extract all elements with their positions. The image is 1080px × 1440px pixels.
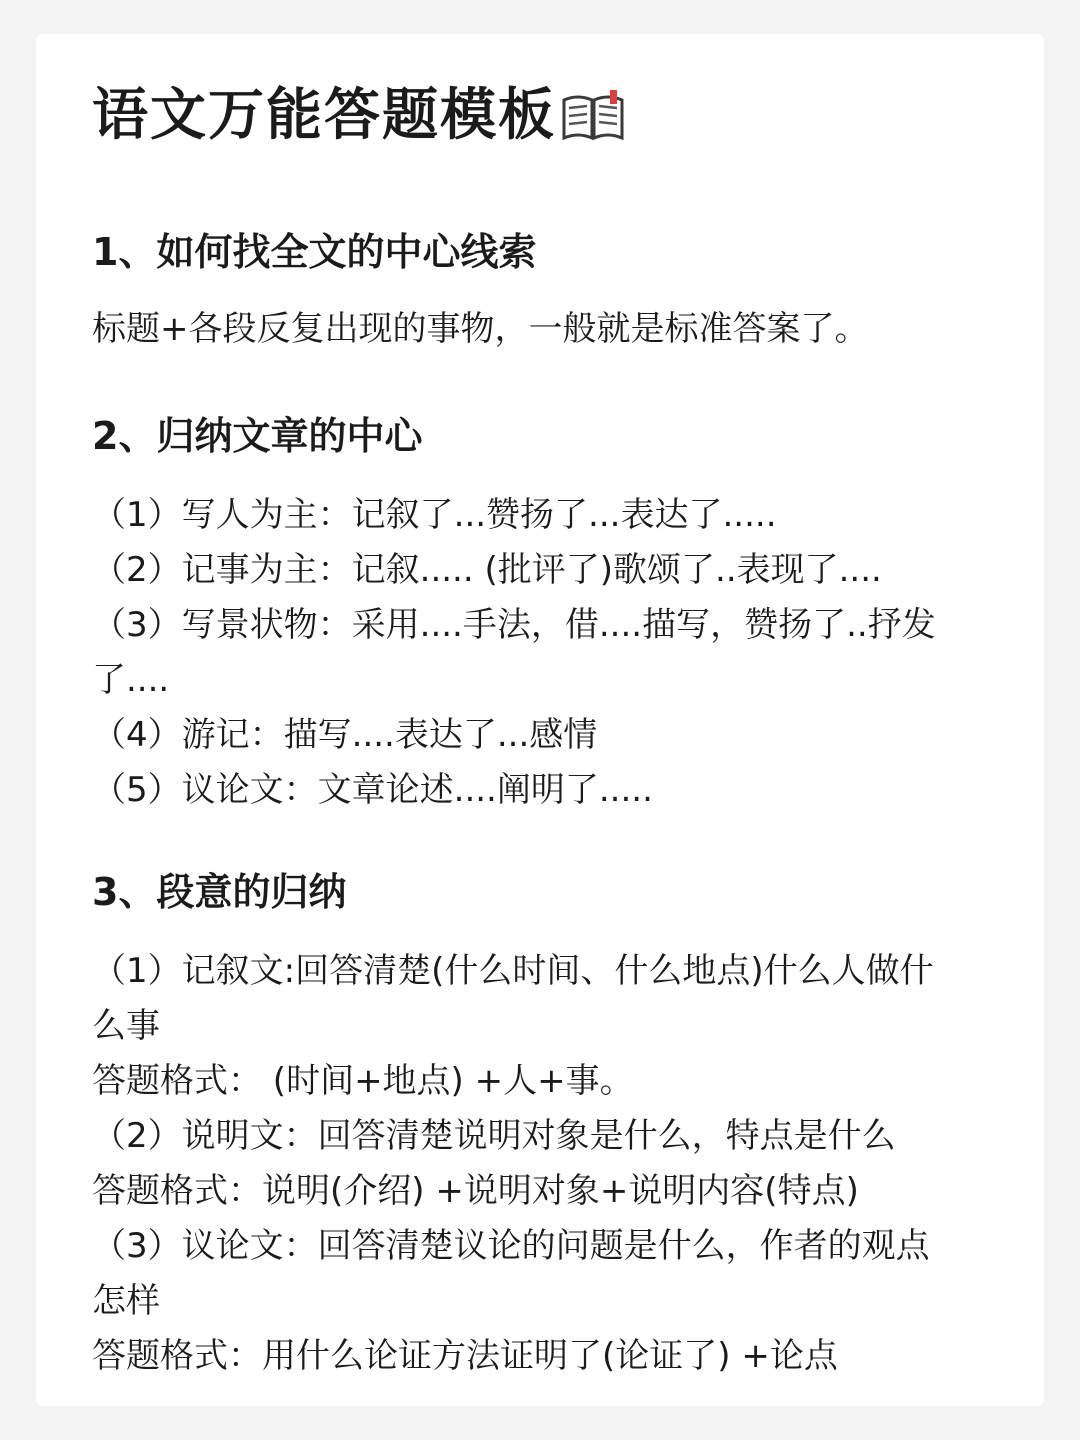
section-line: （2）说明文：回答清楚说明对象是什么，特点是什么 [92,1116,896,1156]
section-2 [92,410,1022,818]
section-line: （1）记叙文:回答清楚(什么时间、什么地点)什么人做什 [92,951,934,991]
section-line: （5）议论文：文章论述....阐明了..... [92,770,653,810]
section-line: 么事 [92,1006,160,1046]
section-3 [92,866,1022,1384]
section-line: 答题格式：用什么论证方法证明了(论证了) +论点 [92,1336,838,1376]
section-1 [92,226,1022,357]
open-book-icon [560,88,626,144]
page-title: 语文万能答题模板 [92,83,556,148]
section-line: 怎样 [92,1281,160,1321]
section-heading: 1、如何找全文的中心线索 [92,230,537,274]
section-line: 标题+各段反复出现的事物，一般就是标准答案了。 [92,309,869,349]
section-line: （4）游记：描写....表达了...感情 [92,715,598,755]
section-line: （3）写景状物：采用....手法，借....描写，赞扬了..抒发 [92,605,936,645]
section-heading: 2、归纳文章的中心 [92,414,423,458]
section-line: 答题格式： (时间+地点) +人+事。 [92,1061,634,1101]
title-row [92,78,626,154]
section-line: 答题格式：说明(介绍) +说明对象+说明内容(特点) [92,1171,859,1211]
section-line: （3）议论文：回答清楚议论的问题是什么，作者的观点 [92,1226,930,1266]
section-line: （1）写人为主：记叙了...赞扬了...表达了..... [92,495,777,535]
section-line: 了.... [92,660,170,700]
section-heading: 3、段意的归纳 [92,870,347,914]
section-line: （2）记事为主：记叙..... (批评了)歌颂了..表现了.... [92,550,882,590]
